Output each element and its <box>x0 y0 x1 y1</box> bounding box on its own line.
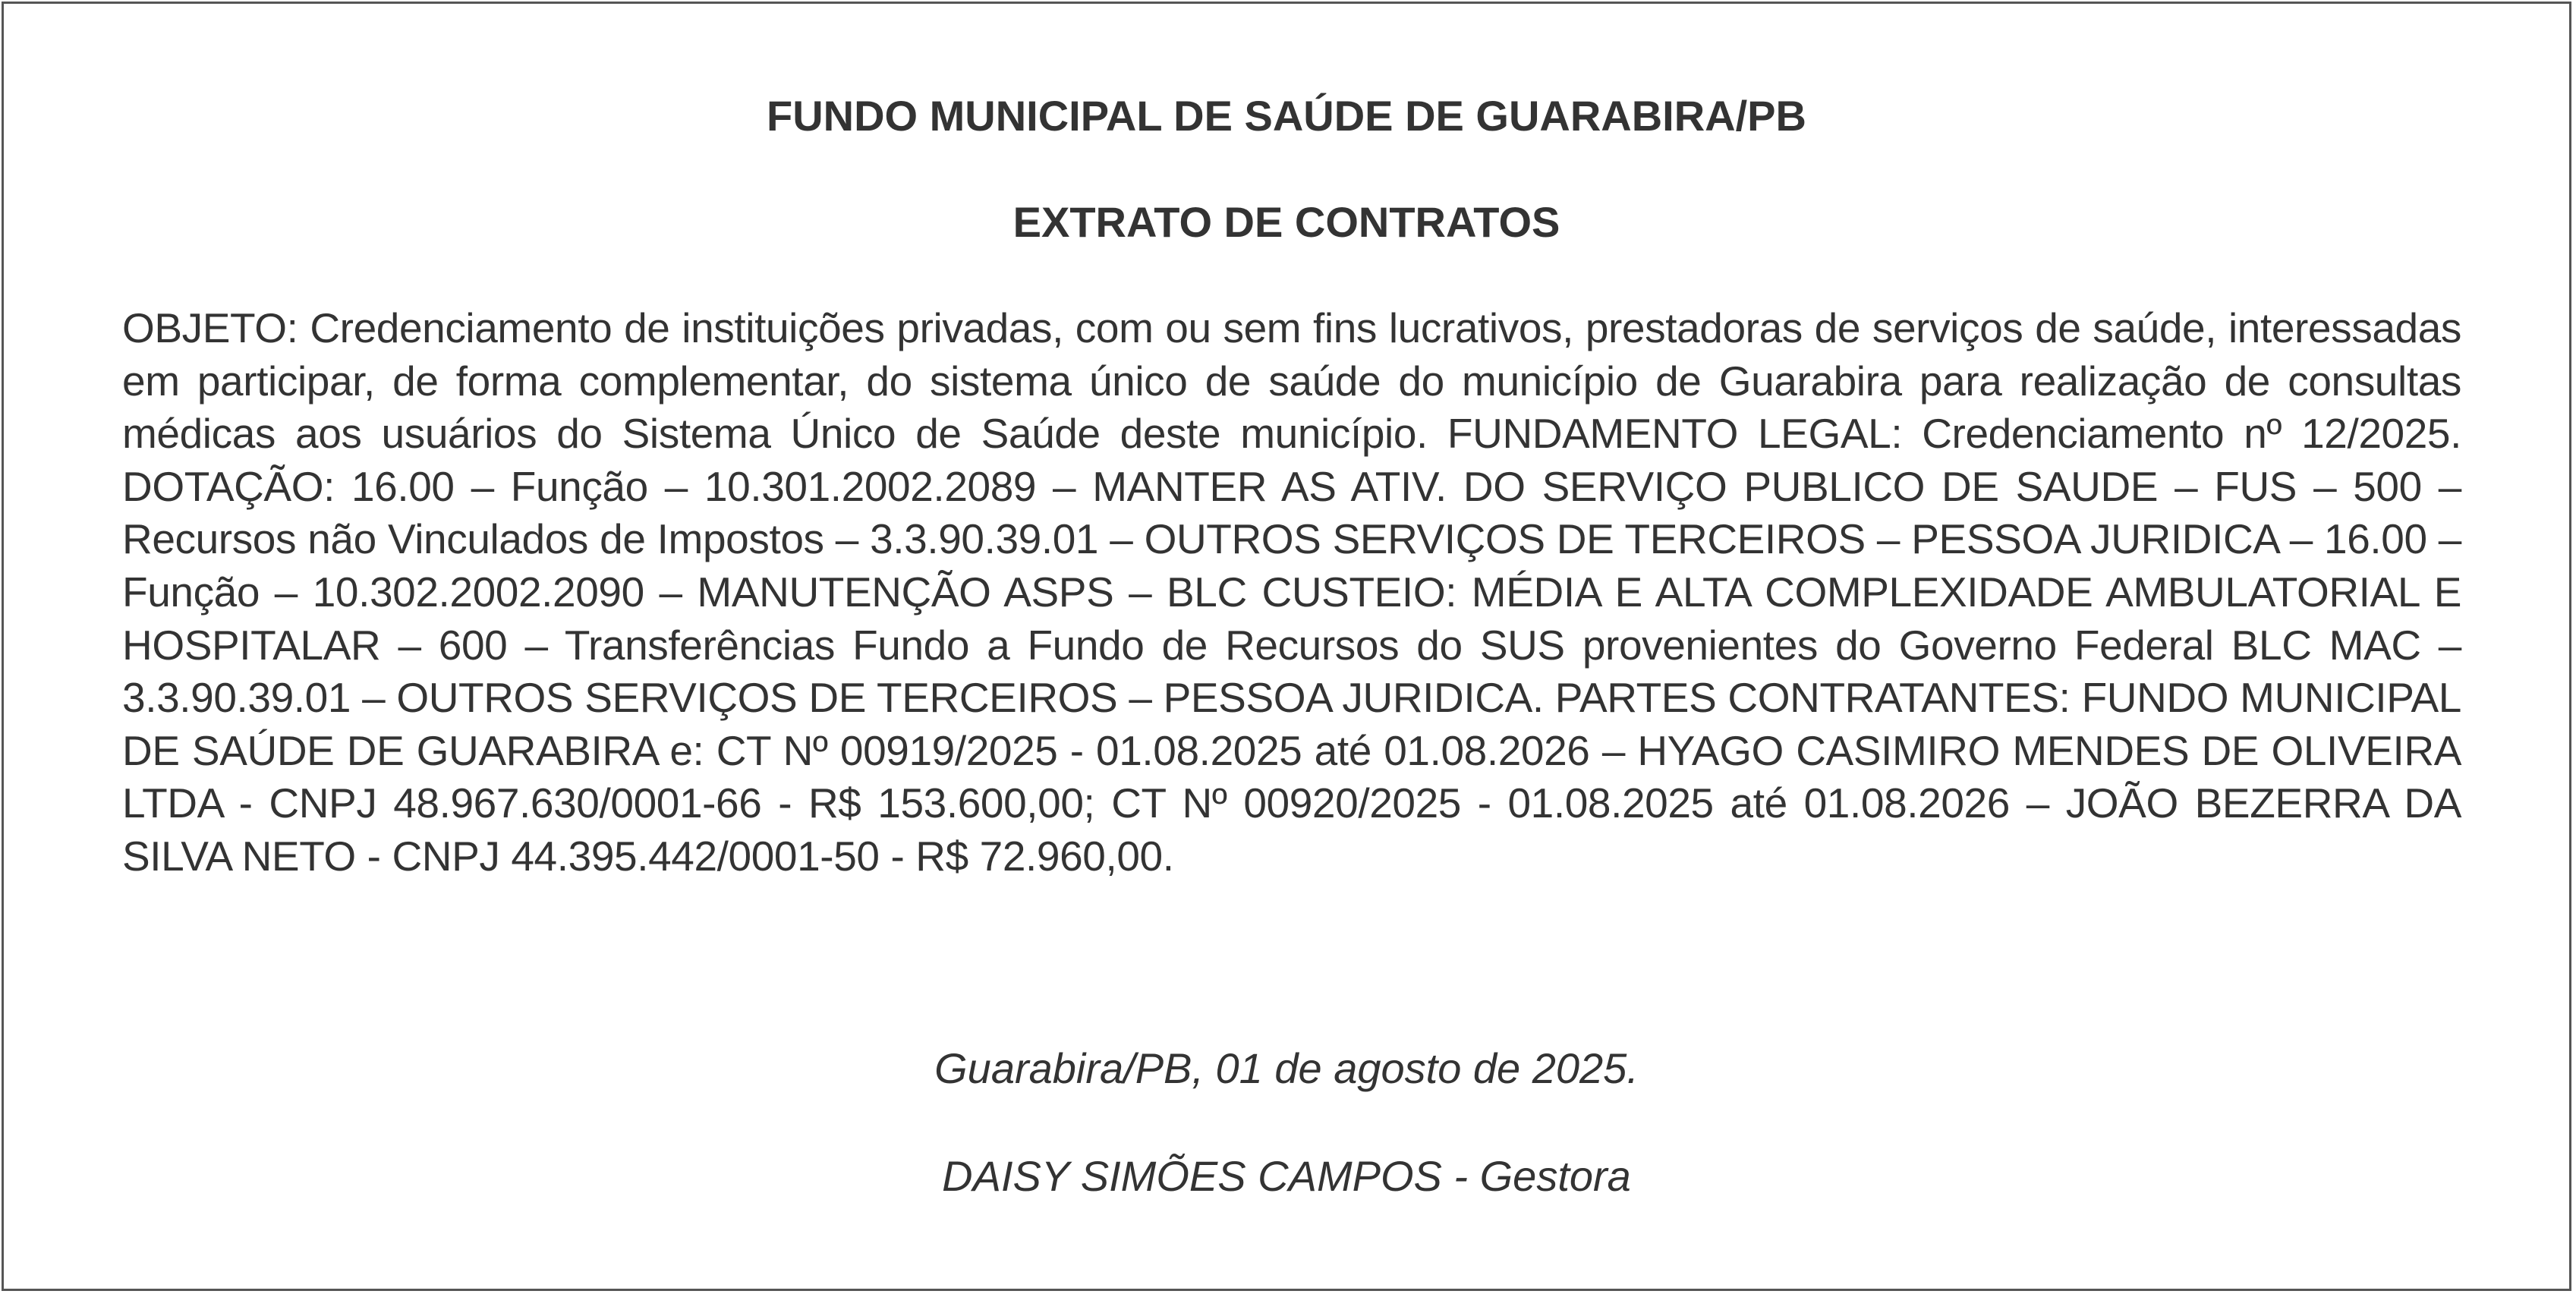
signatory-line: DAISY SIMÕES CAMPOS - Gestora <box>942 1152 1631 1200</box>
contract-extract-body: OBJETO: Credenciamento de instituições privadas, com ou sem fins lucrativos, prestadoras de serviços de saúde, interessadas em participar, de forma complementar, do sistema único de saúde do município de Guarabira para realização de consultas médicas aos usuários do Sistema Único de Saúde deste município. FUNDAMENTO LEGAL: Credenciamento nº 12/2025. DOTAÇÃO: 16.00 – Função – 10.301.2002.2089 – MANTER AS ATIV. DO SERVIÇO PUBLICO DE SAUDE – FUS – 500 – Recursos não Vinculados de Impostos – 3.3.90.39.01 – OUTROS SERVIÇOS DE TERCEIROS – PESSOA JURIDICA – 16.00 – Função – 10.302.2002.2090 – MANUTENÇÃO ASPS – BLC CUSTEIO: MÉDIA E ALTA COMPLEXIDADE AMBULATORIAL E HOSPITALAR – 600 – Transferências Fundo a Fundo de Recursos do SUS provenientes do Governo Federal BLC MAC – 3.3.90.39.01 – OUTROS SERVIÇOS DE TERCEIROS – PESSOA JURIDICA. PARTES CONTRATANTES: FUNDO MUNICIPAL DE SAÚDE DE GUARABIRA e: CT Nº 00919/2025 - 01.08.2025 até 01.08.2026 – HYAGO CASIMIRO MENDES DE OLIVEIRA LTDA - CNPJ 48.967.630/0001-66 - R$ 153.600,00; CT Nº 00920/2025 - 01.08.2025 até 01.08.2026 – JOÃO BEZERRA DA SILVA NETO - CNPJ 44.395.442/0001-50 - R$ 72.960,00. <box>122 304 2461 880</box>
organization-title: FUNDO MUNICIPAL DE SAÚDE DE GUARABIRA/PB <box>767 92 1806 140</box>
document-title: EXTRATO DE CONTRATOS <box>1012 198 1560 246</box>
place-and-date: Guarabira/PB, 01 de agosto de 2025. <box>934 1044 1639 1092</box>
notice-frame <box>2 2 2571 1291</box>
